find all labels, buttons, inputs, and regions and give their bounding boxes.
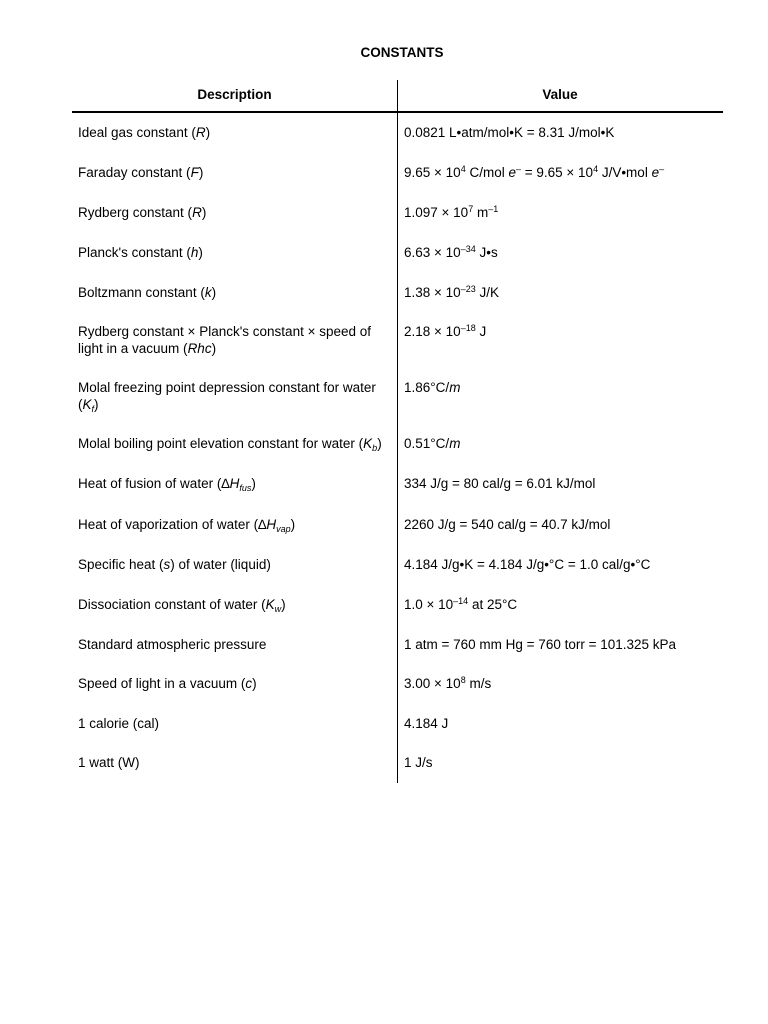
row-value: $9.65 \times 10^4$ C/mol $e^- = 9.65 \times 10^4$ J/V•mol e– — [404, 164, 665, 180]
column-divider — [397, 80, 398, 783]
row-description: Molal freezing point depression constant for water $(K_f)$ — [78, 380, 376, 414]
row-description: Faraday constant (F) — [78, 165, 204, 180]
row-value: 4.184 J/g•K = 4.184 J/g•°C = 1.0 cal/g•°C — [404, 557, 651, 572]
row-value: 1.86°C/m — [404, 380, 461, 395]
row-value: 0.0821 L•atm/mol•K = 8.31 J/mol•K — [404, 125, 615, 140]
row-description: Rydberg constant (R) — [78, 205, 207, 220]
row-value: $1.097 \times 10^7$ $m^{-1}$ — [404, 204, 499, 220]
row-value: 4.184 J — [404, 716, 449, 731]
row-description: Ideal gas constant (R) — [78, 125, 211, 140]
row-value: $1.0 \times 10^{-14}$ at 25°C — [404, 596, 518, 612]
row-description: Molal boiling point elevation constant for water $(K_b)$ — [78, 436, 382, 453]
row-value: $2.18 \times 10^{-18}$ J — [404, 323, 487, 339]
row-value: $3.00 \times 10^8$ m/s — [404, 675, 492, 691]
row-description: 1 calorie (cal) — [78, 716, 160, 731]
row-description: Boltzmann constant (k) — [78, 285, 217, 300]
row-description: Dissociation constant of water $(K_w)$ — [78, 597, 286, 614]
row-value: 1 atm = 760 mm Hg = 760 torr = 101.325 kPa — [404, 637, 677, 652]
row-description: 1 watt (W) — [78, 755, 140, 770]
row-description: Specific heat (s) of water (liquid) — [78, 557, 271, 572]
column-header-description: Description — [197, 87, 272, 102]
constants-table — [72, 80, 723, 770]
row-value: 334 J/g = 80 cal/g = 6.01 kJ/mol — [404, 476, 596, 491]
row-value: 2260 J/g = 540 cal/g = 40.7 kJ/mol — [404, 517, 611, 532]
row-value: $1.38 \times 10^{-23}$ J/K — [404, 284, 499, 300]
row-description: Rydberg constant × Planck's constant × speed of light in a vacuum (Rhc) — [78, 324, 372, 356]
row-description: Heat of vaporization of water $(\Delta H_{vap})$ — [78, 517, 296, 534]
row-value: 0.51°C/m — [404, 436, 461, 451]
row-description: Speed of light in a vacuum (c) — [78, 676, 257, 691]
column-header-value: Value — [542, 87, 578, 102]
row-description: Heat of fusion of water $(\Delta H_{fus})$ — [78, 476, 256, 493]
row-value: 1 J/s — [404, 755, 433, 770]
page-title: CONSTANTS — [360, 45, 444, 60]
row-value: $6.63 \times 10^{-34}$ J•s — [404, 244, 498, 260]
row-description: Planck's constant (h) — [78, 245, 203, 260]
row-description: Standard atmospheric pressure — [78, 637, 267, 652]
